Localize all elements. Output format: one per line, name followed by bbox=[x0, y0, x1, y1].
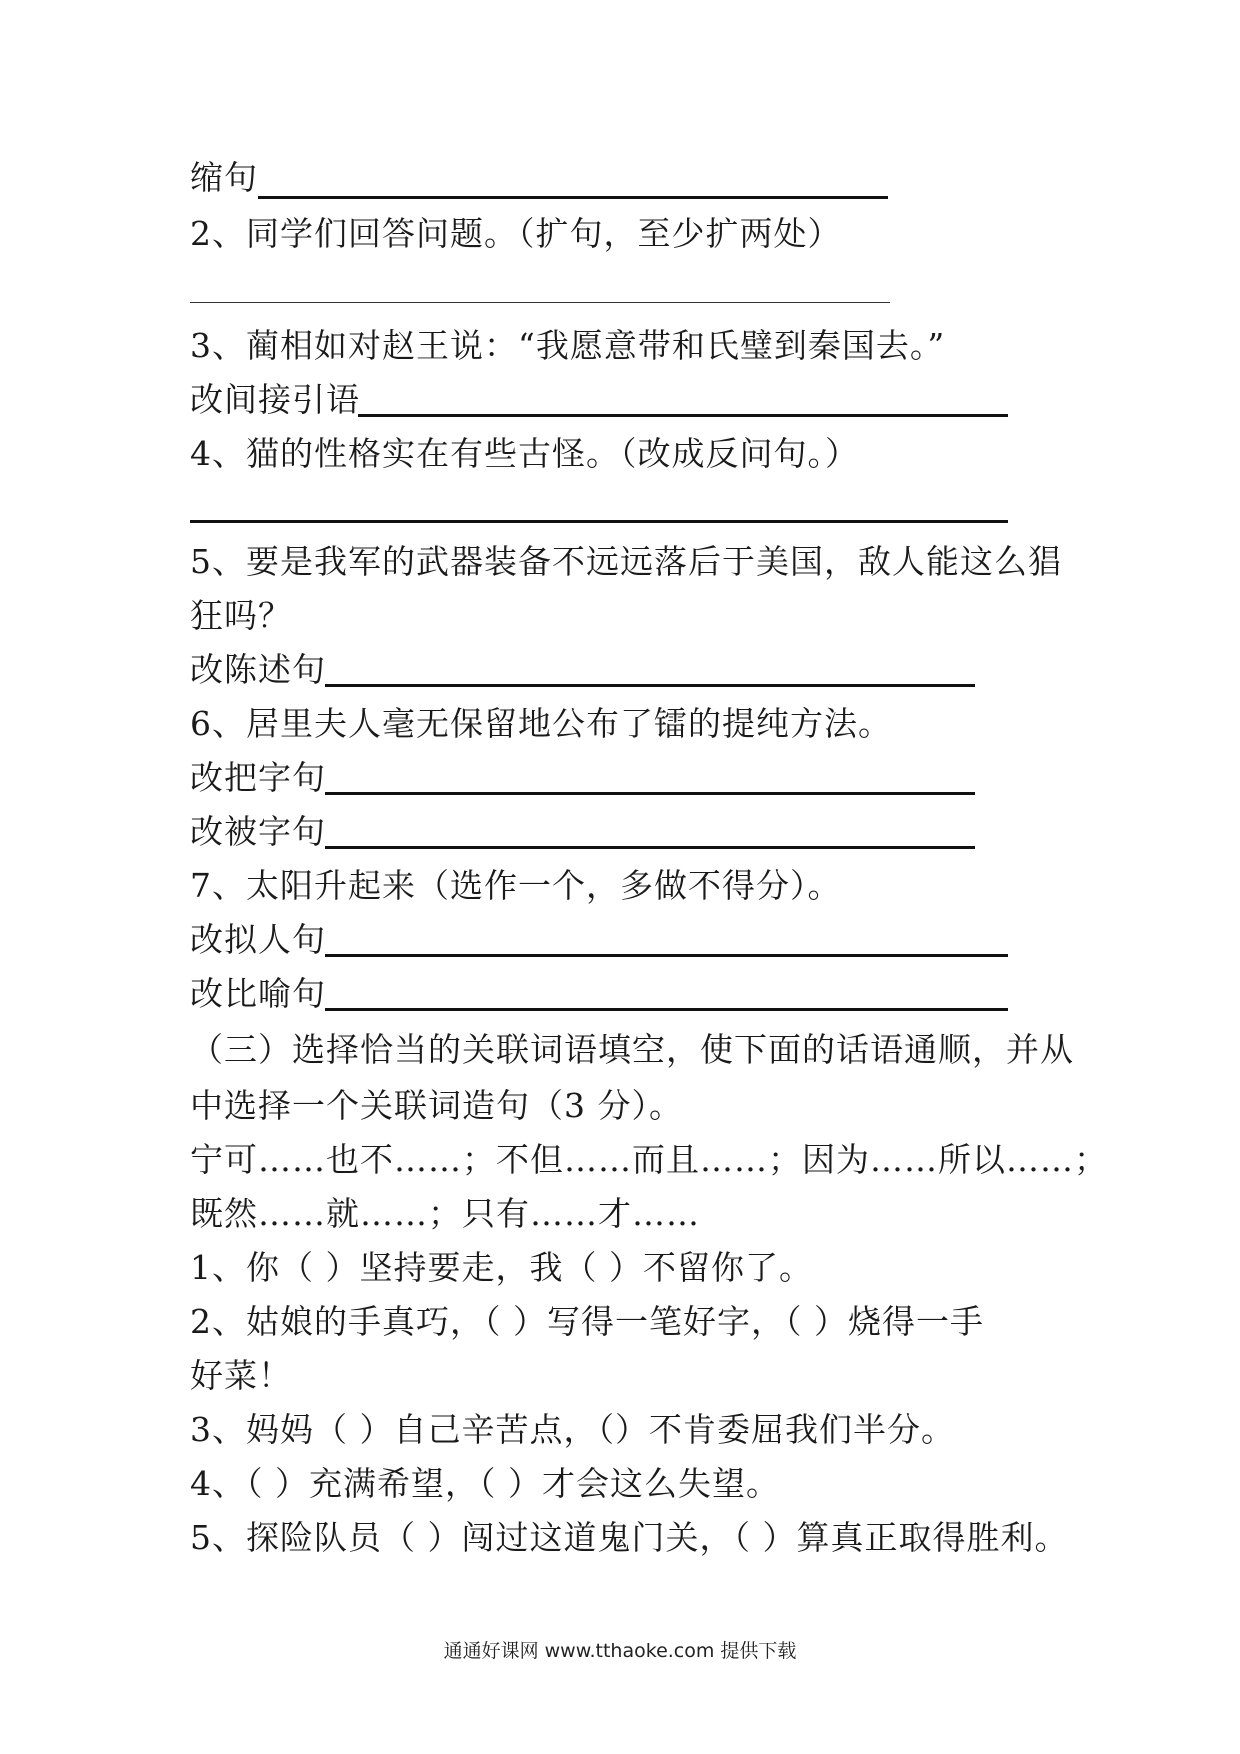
line-metaphor: 改比喻句 bbox=[190, 974, 326, 1013]
conjunction-list: 宁可……也不……；不但……而且……；因为……所以……； bbox=[190, 1140, 1108, 1179]
question-4: 4、猫的性格实在有些古怪。（改成反问句。） bbox=[190, 434, 859, 473]
conjunction-list-cont: 既然……就……；只有……才…… bbox=[190, 1194, 700, 1233]
fill-question-1: 1、你（ ）坚持要走，我（ ）不留你了。 bbox=[190, 1248, 813, 1287]
line-indirect-speech: 改间接引语 bbox=[190, 380, 360, 419]
line-ba-sentence: 改把字句 bbox=[190, 758, 326, 797]
fill-question-5: 5、探险队员（ ）闯过这道鬼门关，（ ）算真正取得胜利。 bbox=[190, 1518, 1069, 1557]
answer-blank[interactable] bbox=[258, 196, 888, 199]
line-personification: 改拟人句 bbox=[190, 920, 326, 959]
footer-text: 通通好课网 www.tthaoke.com 提供下载 bbox=[443, 1640, 797, 1662]
answer-blank[interactable] bbox=[190, 520, 1008, 523]
fill-question-2-cont: 好菜！ bbox=[190, 1356, 292, 1395]
answer-blank[interactable] bbox=[190, 302, 890, 303]
line-suoju: 缩句 bbox=[190, 158, 258, 197]
line-bei-sentence: 改被字句 bbox=[190, 812, 326, 851]
answer-blank[interactable] bbox=[325, 792, 975, 795]
fill-question-3: 3、妈妈（ ）自己辛苦点，（）不肯委屈我们半分。 bbox=[190, 1410, 955, 1449]
answer-blank[interactable] bbox=[358, 414, 1008, 417]
fill-question-4: 4、（ ）充满希望，（ ）才会这么失望。 bbox=[190, 1464, 780, 1503]
question-6: 6、居里夫人毫无保留地公布了镭的提纯方法。 bbox=[190, 704, 892, 743]
section-3-title: （三）选择恰当的关联词语填空，使下面的话语通顺，并从 bbox=[190, 1030, 1074, 1069]
fill-question-2: 2、姑娘的手真巧，（ ）写得一笔好字，（ ）烧得一手 bbox=[190, 1302, 984, 1341]
section-3-title-cont: 中选择一个关联词造句（3 分）。 bbox=[190, 1086, 683, 1125]
answer-blank[interactable] bbox=[325, 1008, 1008, 1011]
question-2: 2、同学们回答问题。（扩句，至少扩两处） bbox=[190, 214, 842, 253]
question-5: 5、要是我军的武器装备不远远落后于美国，敌人能这么猖 bbox=[190, 542, 1062, 581]
answer-blank[interactable] bbox=[325, 954, 1008, 957]
line-declarative: 改陈述句 bbox=[190, 650, 326, 689]
question-3: 3、蔺相如对赵王说：“我愿意带和氏璧到秦国去。” bbox=[190, 326, 946, 365]
question-7: 7、太阳升起来（选作一个，多做不得分）。 bbox=[190, 866, 842, 905]
question-5-cont: 狂吗？ bbox=[190, 596, 292, 635]
answer-blank[interactable] bbox=[325, 684, 975, 687]
answer-blank[interactable] bbox=[325, 846, 975, 849]
